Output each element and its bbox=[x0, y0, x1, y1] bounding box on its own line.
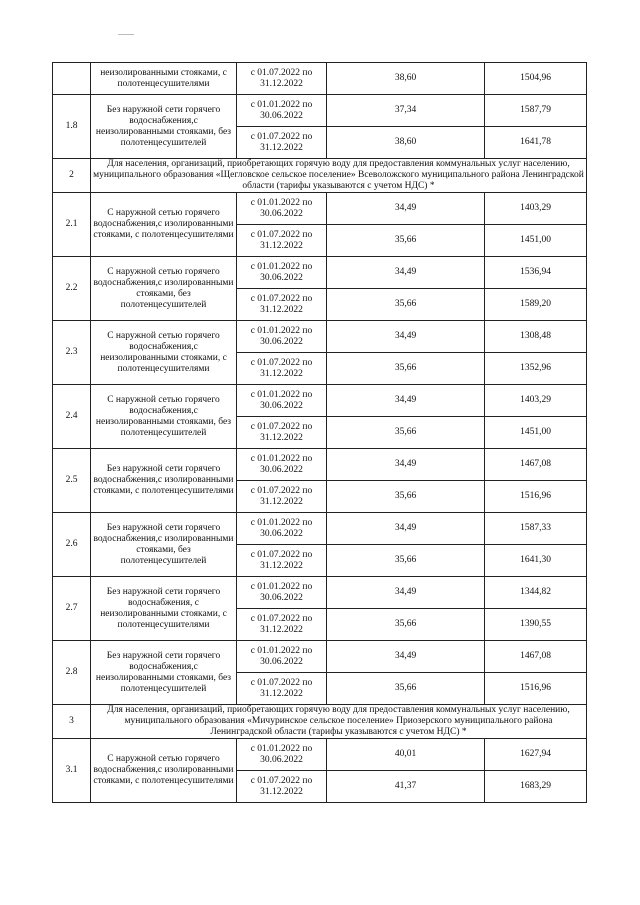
table-row bbox=[53, 449, 587, 481]
period-cell: с 01.01.2022 по 30.06.2022 bbox=[237, 385, 327, 417]
item-description: С наружной сетью горячего водоснабжения,с изолированными стояками, с полотенцесушителями bbox=[91, 739, 237, 803]
value-cell: 40,01 bbox=[327, 739, 485, 771]
period-cell: с 01.01.2022 по 30.06.2022 bbox=[237, 257, 327, 289]
item-description: неизолированными стояками, с полотенцесушителями bbox=[91, 63, 237, 95]
value-cell: 1344,82 bbox=[485, 577, 587, 609]
table-row bbox=[53, 513, 587, 545]
value-cell: 35,66 bbox=[327, 225, 485, 257]
table-row bbox=[53, 385, 587, 417]
period-cell: с 01.07.2022 по 31.12.2022 bbox=[237, 771, 327, 803]
section-heading: Для населения, организаций, приобретающих горячую воду для предоставления коммунальных услуг населению, муниципального образования «Мичуринское сельское поселение» Приозерского муниципального района Ленинградской области (тарифы указываются с учетом НДС) * bbox=[91, 705, 587, 739]
value-cell: 35,66 bbox=[327, 481, 485, 513]
period-cell: с 01.07.2022 по 31.12.2022 bbox=[237, 289, 327, 321]
item-description: С наружной сетью горячего водоснабжения,с изолированными стояками, без полотенцесушителей bbox=[91, 257, 237, 321]
period-cell: с 01.07.2022 по 31.12.2022 bbox=[237, 63, 327, 95]
item-number: 2.1 bbox=[53, 193, 91, 257]
value-cell: 34,49 bbox=[327, 577, 485, 609]
value-cell: 1390,55 bbox=[485, 609, 587, 641]
value-cell: 1516,96 bbox=[485, 481, 587, 513]
value-cell: 34,49 bbox=[327, 513, 485, 545]
period-cell: с 01.07.2022 по 31.12.2022 bbox=[237, 673, 327, 705]
value-cell: 1516,96 bbox=[485, 673, 587, 705]
value-cell: 1403,29 bbox=[485, 193, 587, 225]
value-cell: 34,49 bbox=[327, 257, 485, 289]
item-description: Без наружной сети горячего водоснабжения,с неизолированными стояками, без полотенцесушителей bbox=[91, 95, 237, 159]
section-heading: Для населения, организаций, приобретающих горячую воду для предоставления коммунальных услуг населению, муниципального образования «Щегловское сельское поселение» Всеволожского муниципального района Ленинградской области (тарифы указываются с учетом НДС) * bbox=[91, 159, 587, 193]
value-cell: 38,60 bbox=[327, 127, 485, 159]
period-cell: с 01.07.2022 по 31.12.2022 bbox=[237, 609, 327, 641]
item-description: С наружной сетью горячего водоснабжения,с неизолированными стояками, без полотенцесушителей bbox=[91, 385, 237, 449]
value-cell: 37,34 bbox=[327, 95, 485, 127]
value-cell: 1587,79 bbox=[485, 95, 587, 127]
item-number: 2.6 bbox=[53, 513, 91, 577]
value-cell: 1587,33 bbox=[485, 513, 587, 545]
value-cell: 38,60 bbox=[327, 63, 485, 95]
value-cell: 34,49 bbox=[327, 321, 485, 353]
item-description: Без наружной сети горячего водоснабжения, с неизолированными стояками, с полотенцесушителями bbox=[91, 577, 237, 641]
table-row bbox=[53, 63, 587, 95]
value-cell: 1352,96 bbox=[485, 353, 587, 385]
value-cell: 1641,78 bbox=[485, 127, 587, 159]
table-row bbox=[53, 641, 587, 673]
value-cell: 1467,08 bbox=[485, 641, 587, 673]
period-cell: с 01.01.2022 по 30.06.2022 bbox=[237, 449, 327, 481]
period-cell: с 01.01.2022 по 30.06.2022 bbox=[237, 193, 327, 225]
value-cell: 34,49 bbox=[327, 385, 485, 417]
value-cell: 1683,29 bbox=[485, 771, 587, 803]
item-number: 1.8 bbox=[53, 95, 91, 159]
value-cell: 1451,00 bbox=[485, 225, 587, 257]
item-number: 2.4 bbox=[53, 385, 91, 449]
item-number: 3.1 bbox=[53, 739, 91, 803]
item-description: Без наружной сети горячего водоснабжения,с изолированными стояками, с полотенцесушителями bbox=[91, 449, 237, 513]
value-cell: 41,37 bbox=[327, 771, 485, 803]
item-description: С наружной сетью горячего водоснабжения,с неизолированными стояками, с полотенцесушителями bbox=[91, 321, 237, 385]
value-cell: 35,66 bbox=[327, 417, 485, 449]
period-cell: с 01.01.2022 по 30.06.2022 bbox=[237, 95, 327, 127]
value-cell: 1641,30 bbox=[485, 545, 587, 577]
period-cell: с 01.07.2022 по 31.12.2022 bbox=[237, 225, 327, 257]
value-cell: 35,66 bbox=[327, 609, 485, 641]
section-header-row bbox=[53, 705, 587, 739]
item-number: 2.5 bbox=[53, 449, 91, 513]
value-cell: 34,49 bbox=[327, 193, 485, 225]
table-row bbox=[53, 193, 587, 225]
table-row bbox=[53, 739, 587, 771]
table-row bbox=[53, 321, 587, 353]
value-cell: 1536,94 bbox=[485, 257, 587, 289]
value-cell: 35,66 bbox=[327, 353, 485, 385]
table-row bbox=[53, 257, 587, 289]
tariff-table bbox=[52, 62, 587, 803]
section-number: 3 bbox=[53, 705, 91, 739]
value-cell: 1467,08 bbox=[485, 449, 587, 481]
value-cell: 1504,96 bbox=[485, 63, 587, 95]
period-cell: с 01.01.2022 по 30.06.2022 bbox=[237, 641, 327, 673]
item-number: 2.2 bbox=[53, 257, 91, 321]
value-cell: 35,66 bbox=[327, 673, 485, 705]
scan-mark bbox=[118, 34, 134, 35]
value-cell: 35,66 bbox=[327, 545, 485, 577]
item-number: 2.7 bbox=[53, 577, 91, 641]
period-cell: с 01.01.2022 по 30.06.2022 bbox=[237, 513, 327, 545]
period-cell: с 01.07.2022 по 31.12.2022 bbox=[237, 353, 327, 385]
period-cell: с 01.01.2022 по 30.06.2022 bbox=[237, 739, 327, 771]
table-row bbox=[53, 577, 587, 609]
value-cell: 34,49 bbox=[327, 449, 485, 481]
value-cell: 1308,48 bbox=[485, 321, 587, 353]
item-description: Без наружной сети горячего водоснабжения,с изолированными стояками, без полотенцесушителей bbox=[91, 513, 237, 577]
item-number: 2.8 bbox=[53, 641, 91, 705]
period-cell: с 01.07.2022 по 31.12.2022 bbox=[237, 481, 327, 513]
item-number-cell bbox=[53, 63, 91, 95]
value-cell: 1403,29 bbox=[485, 385, 587, 417]
value-cell: 1589,20 bbox=[485, 289, 587, 321]
item-description: Без наружной сети горячего водоснабжения,с неизолированными стояками, без полотенцесушителей bbox=[91, 641, 237, 705]
period-cell: с 01.01.2022 по 30.06.2022 bbox=[237, 577, 327, 609]
value-cell: 1451,00 bbox=[485, 417, 587, 449]
table-row bbox=[53, 95, 587, 127]
item-description: С наружной сетью горячего водоснабжения,с изолированными стояками, с полотенцесушителями bbox=[91, 193, 237, 257]
value-cell: 1627,94 bbox=[485, 739, 587, 771]
period-cell: с 01.07.2022 по 31.12.2022 bbox=[237, 545, 327, 577]
value-cell: 35,66 bbox=[327, 289, 485, 321]
period-cell: с 01.07.2022 по 31.12.2022 bbox=[237, 127, 327, 159]
section-number: 2 bbox=[53, 159, 91, 193]
section-header-row bbox=[53, 159, 587, 193]
item-number: 2.3 bbox=[53, 321, 91, 385]
period-cell: с 01.01.2022 по 30.06.2022 bbox=[237, 321, 327, 353]
period-cell: с 01.07.2022 по 31.12.2022 bbox=[237, 417, 327, 449]
value-cell: 34,49 bbox=[327, 641, 485, 673]
